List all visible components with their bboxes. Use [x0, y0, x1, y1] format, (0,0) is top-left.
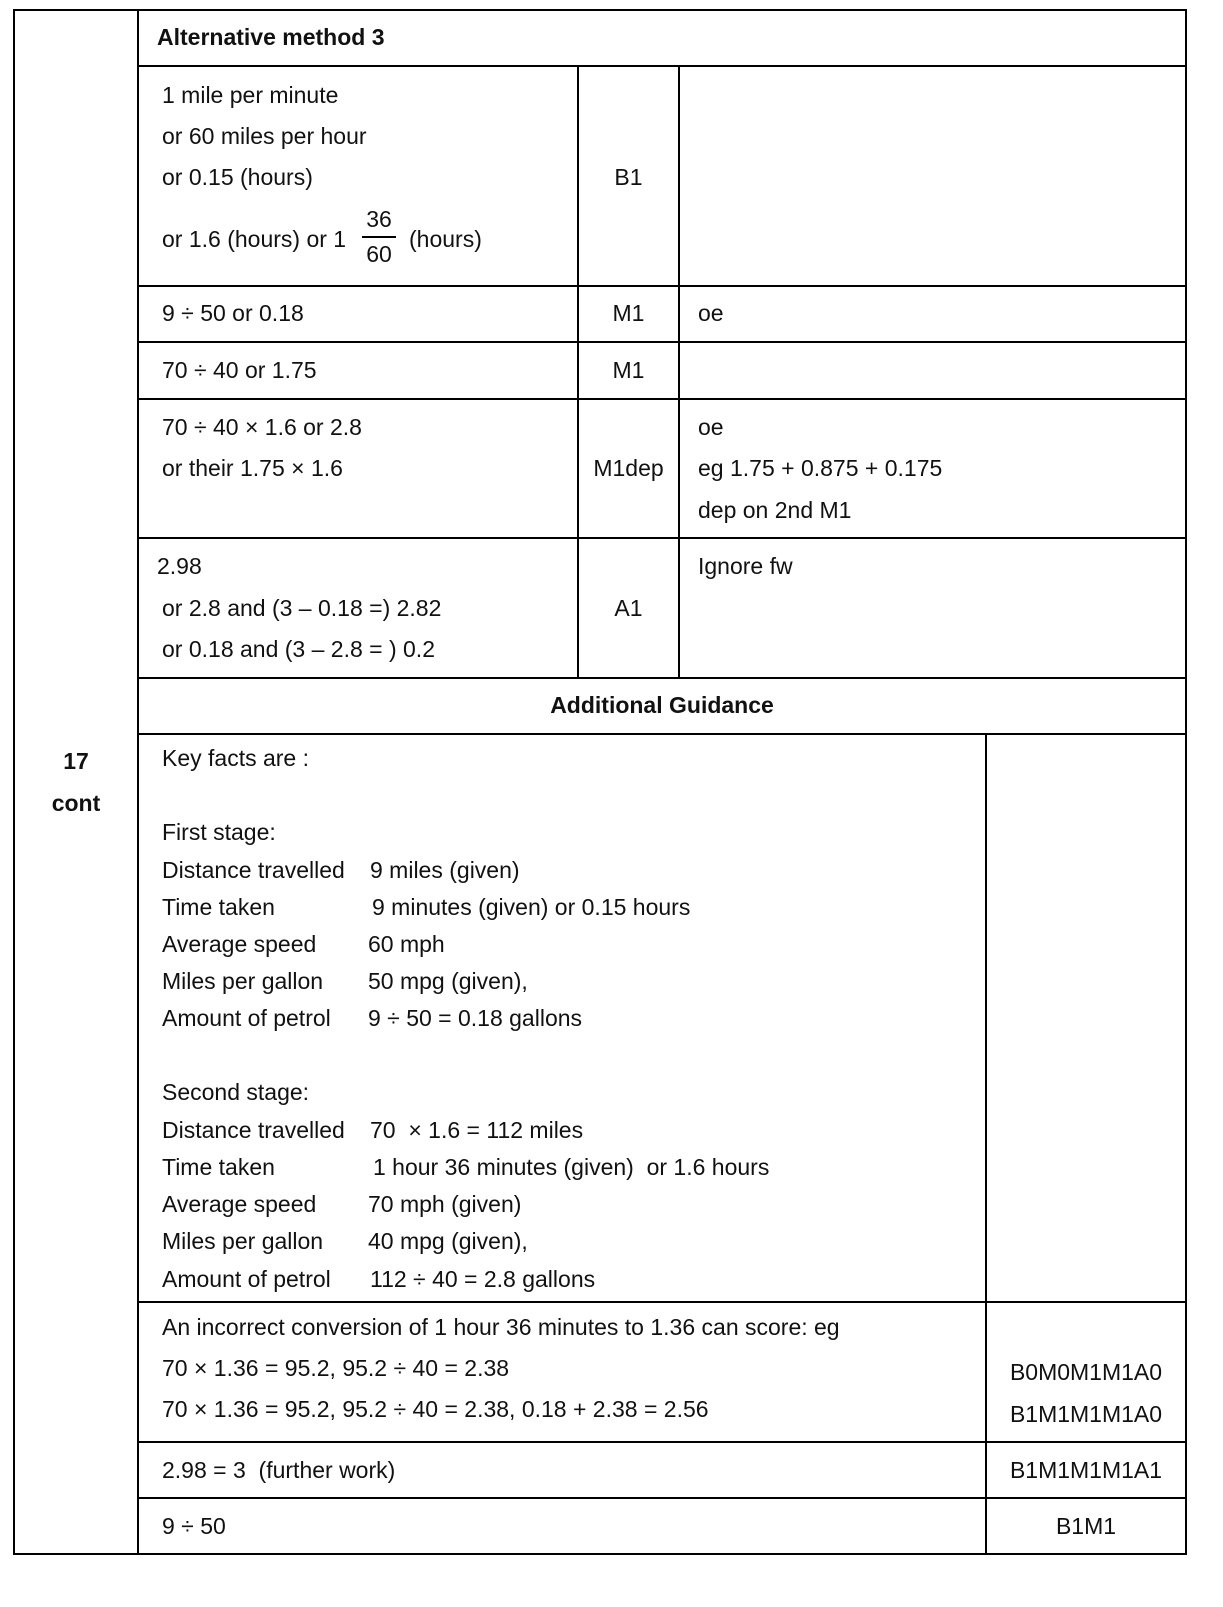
question-number: 17: [63, 748, 89, 774]
mark-code: A1: [614, 595, 643, 621]
answer-line: or 0.15 (hours): [162, 164, 313, 190]
fact-label: Miles per gallon: [162, 1228, 324, 1254]
fact-value: 112 ÷ 40 = 2.8 gallons: [370, 1266, 596, 1292]
answer-line: (hours): [409, 226, 482, 252]
fraction-bar: [362, 236, 396, 238]
answer-line: 1 mile per minute: [162, 82, 339, 108]
fact-value: 70 × 1.6 = 112 miles: [370, 1117, 584, 1143]
fact-value: 60 mph: [368, 931, 445, 957]
fact-label: Miles per gallon: [162, 968, 324, 994]
comment-line: oe: [698, 414, 724, 440]
fact-value: 9 miles (given): [370, 857, 520, 883]
fact-value: 70 mph (given): [368, 1191, 522, 1217]
fact-label: Amount of petrol: [162, 1005, 331, 1031]
answer-line: 70 ÷ 40 or 1.75: [162, 357, 317, 383]
comment-line: oe: [698, 300, 724, 326]
answer-line: 70 ÷ 40 × 1.6 or 2.8: [162, 414, 362, 440]
fact-value: 50 mpg (given),: [368, 968, 528, 994]
guidance-line: An incorrect conversion of 1 hour 36 minutes to 1.36 can score: eg: [162, 1314, 840, 1340]
fact-label: Distance travelled: [162, 857, 345, 883]
fraction-numerator: 36: [366, 206, 392, 232]
fact-label: Amount of petrol: [162, 1266, 331, 1292]
fact-value: 9 minutes (given) or 0.15 hours: [372, 894, 691, 920]
question-cont: cont: [51, 790, 101, 816]
answer-line: 9 ÷ 50 or 0.18: [162, 300, 304, 326]
comment-line: Ignore fw: [698, 553, 793, 579]
answer-line: or 1.6 (hours) or 1: [162, 226, 347, 252]
fact-value: 40 mpg (given),: [368, 1228, 528, 1254]
fact-label: Time taken: [162, 894, 275, 920]
answer-line: or 0.18 and (3 – 2.8 = ) 0.2: [162, 636, 435, 662]
fact-label: Time taken: [162, 1154, 275, 1180]
answer-line: or their 1.75 × 1.6: [162, 455, 343, 481]
comment-line: eg 1.75 + 0.875 + 0.175: [698, 455, 943, 481]
stage-title: First stage:: [162, 819, 276, 845]
answer-line: 2.98: [157, 553, 202, 579]
fact-label: Average speed: [162, 931, 317, 957]
comment-line: dep on 2nd M1: [698, 497, 852, 523]
key-facts-title: Key facts are :: [162, 745, 310, 771]
guidance-mark: B1M1M1M1A1: [1009, 1457, 1163, 1483]
fact-value: 1 hour 36 minutes (given) or 1.6 hours: [373, 1154, 770, 1180]
answer-line: or 2.8 and (3 – 0.18 =) 2.82: [162, 595, 442, 621]
stage-title: Second stage:: [162, 1079, 310, 1105]
mark-code: M1: [612, 300, 645, 326]
guidance-mark: B1M1: [1055, 1513, 1117, 1539]
fraction-denominator: 60: [366, 241, 392, 267]
mark-code: M1: [612, 357, 645, 383]
mark-code: M1dep: [593, 455, 664, 481]
fact-value: 9 ÷ 50 = 0.18 gallons: [368, 1005, 583, 1031]
guidance-line: 70 × 1.36 = 95.2, 95.2 ÷ 40 = 2.38, 0.18 + 2.38 = 2.56: [162, 1396, 709, 1422]
fact-label: Distance travelled: [162, 1117, 345, 1143]
guidance-line: 9 ÷ 50: [162, 1513, 226, 1539]
fact-label: Average speed: [162, 1191, 317, 1217]
mixed-number-fraction: [361, 206, 397, 268]
guidance-heading: Additional Guidance: [550, 692, 774, 718]
guidance-mark: B1M1M1M1A0: [1009, 1401, 1163, 1427]
guidance-mark: B0M0M1M1A0: [1009, 1359, 1163, 1385]
guidance-line: 70 × 1.36 = 95.2, 95.2 ÷ 40 = 2.38: [162, 1355, 510, 1381]
answer-line: or 60 miles per hour: [162, 123, 367, 149]
method-heading: Alternative method 3: [157, 24, 385, 50]
mark-code: B1: [614, 164, 643, 190]
guidance-line: 2.98 = 3 (further work): [162, 1457, 396, 1483]
